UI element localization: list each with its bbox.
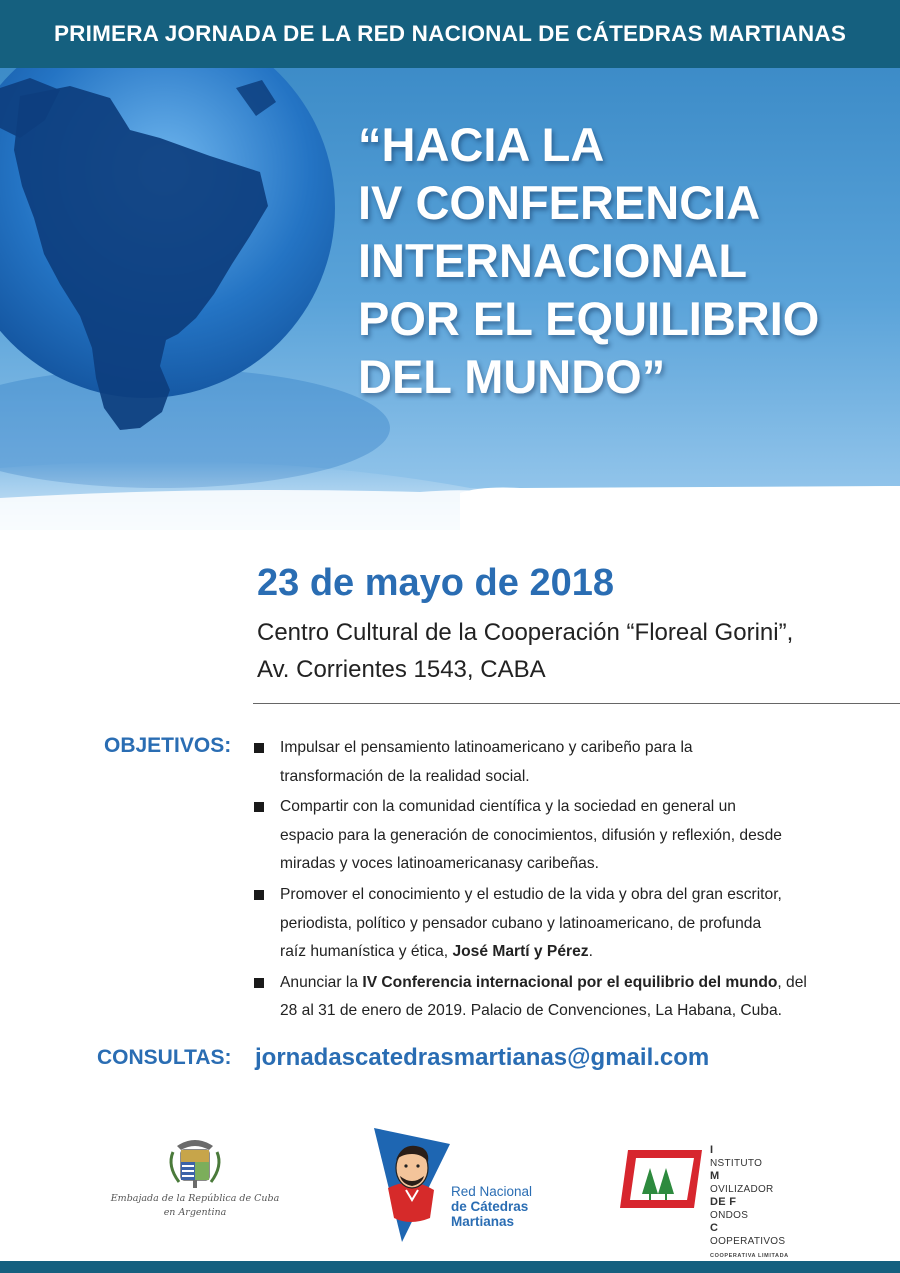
hero-title: [358, 116, 888, 406]
hero-title-line: “HACIA LA: [358, 118, 605, 171]
list-item-line: [280, 969, 872, 998]
list-item-line: miradas y voces latinoamericanasy caribeñas.: [280, 855, 599, 873]
cuba-coat-of-arms-icon: [105, 1132, 285, 1190]
imfc-line: [710, 1144, 789, 1170]
list-item-text: , del: [777, 973, 807, 991]
imfc-subtitle: COOPERATIVA LIMITADA: [710, 1253, 789, 1259]
event-venue: [257, 614, 793, 688]
venue-line: Centro Cultural de la Cooperación “Floreal Gorini”,: [257, 619, 794, 646]
imfc-rest: NSTITUTO: [710, 1157, 763, 1169]
list-item-line: Compartir con la comunidad científica y la sociedad en general un: [280, 798, 736, 816]
embassy-label: [105, 1192, 285, 1220]
imfc-line: [710, 1196, 789, 1222]
list-item-line: transformación de la realidad social.: [280, 767, 530, 785]
list-item: [252, 793, 872, 879]
hero-banner: [0, 68, 900, 530]
imfc-initial: M: [710, 1170, 720, 1182]
imfc-line: [710, 1222, 789, 1248]
square-bullet-icon: [254, 978, 264, 988]
red-line-bold: de Cátedras: [451, 1199, 529, 1214]
marti-name: José Martí y Pérez: [452, 943, 589, 961]
red-line: [451, 1214, 532, 1229]
imfc-rest: OOPERATIVOS: [710, 1235, 786, 1247]
list-item-line: 28 al 31 de enero de 2019. Palacio de Convenciones, La Habana, Cuba.: [280, 1002, 782, 1020]
list-item-line: Promover el conocimiento y el estudio de la vida y obra del gran escritor,: [280, 885, 782, 903]
imfc-label: [710, 1144, 789, 1263]
hero-title-line: IV CONFERENCIA: [358, 176, 761, 229]
list-item: [252, 969, 872, 1026]
footer-bar: [0, 1261, 900, 1273]
imfc-initial: I: [710, 1144, 714, 1156]
square-bullet-icon: [254, 802, 264, 812]
red-catedras-label: [451, 1184, 532, 1229]
header-title: PRIMERA JORNADA DE LA RED NACIONAL DE CÁTEDRAS MARTIANAS: [53, 21, 847, 46]
objectives-list: [252, 734, 872, 1028]
jose-marti-portrait-icon: [372, 1126, 452, 1244]
consultas-label: CONSULTAS:: [97, 1046, 232, 1069]
list-item-line: periodista, político y pensador cubano y latinoamericano, de profunda: [280, 914, 762, 932]
section-divider: [253, 703, 900, 704]
imfc-logo: [620, 1140, 820, 1259]
imfc-rest: OVILIZADOR: [710, 1183, 774, 1195]
imfc-initial: DE F: [710, 1196, 737, 1208]
square-bullet-icon: [254, 890, 264, 900]
list-item: [252, 881, 872, 967]
red-line-bold: Martianas: [451, 1214, 515, 1229]
embassy-line: en Argentina: [163, 1207, 227, 1218]
square-bullet-icon: [254, 743, 264, 753]
list-item-text: Anunciar la: [280, 973, 363, 991]
imfc-rest: ONDOS: [710, 1209, 749, 1221]
imfc-initial: C: [710, 1222, 719, 1234]
header-bar: [0, 0, 900, 68]
list-item-line: Impulsar el pensamiento latinoamericano y caribeño para la: [280, 739, 693, 756]
list-item-text: raíz humanística y ética,: [280, 943, 453, 961]
imfc-line: [710, 1170, 789, 1196]
red-line: Red Nacional: [451, 1184, 533, 1199]
hero-title-line: INTERNACIONAL: [358, 234, 748, 287]
list-item-text: .: [588, 943, 593, 961]
imfc-emblem-icon: [620, 1146, 706, 1212]
venue-line: Av. Corrientes 1543, CABA: [257, 656, 546, 683]
hero-title-line: DEL MUNDO”: [358, 350, 666, 403]
red-catedras-logo: [372, 1126, 562, 1244]
list-item-line: espacio para la generación de conocimientos, difusión y reflexión, desde: [280, 826, 782, 844]
hero-title-line: POR EL EQUILIBRIO: [358, 292, 820, 345]
embassy-line: Embajada de la República de Cuba: [110, 1193, 280, 1204]
event-date: 23 de mayo de 2018: [257, 562, 614, 604]
conference-name: IV Conferencia internacional por el equilibrio del mundo: [362, 973, 778, 991]
list-item: [252, 734, 872, 791]
objectives-label: OBJETIVOS:: [104, 734, 232, 757]
embassy-logo: [105, 1132, 285, 1232]
contact-email-link[interactable]: jornadascatedrasmartianas@gmail.com: [255, 1044, 710, 1071]
red-line: [451, 1199, 532, 1214]
list-item-line: [280, 938, 872, 967]
